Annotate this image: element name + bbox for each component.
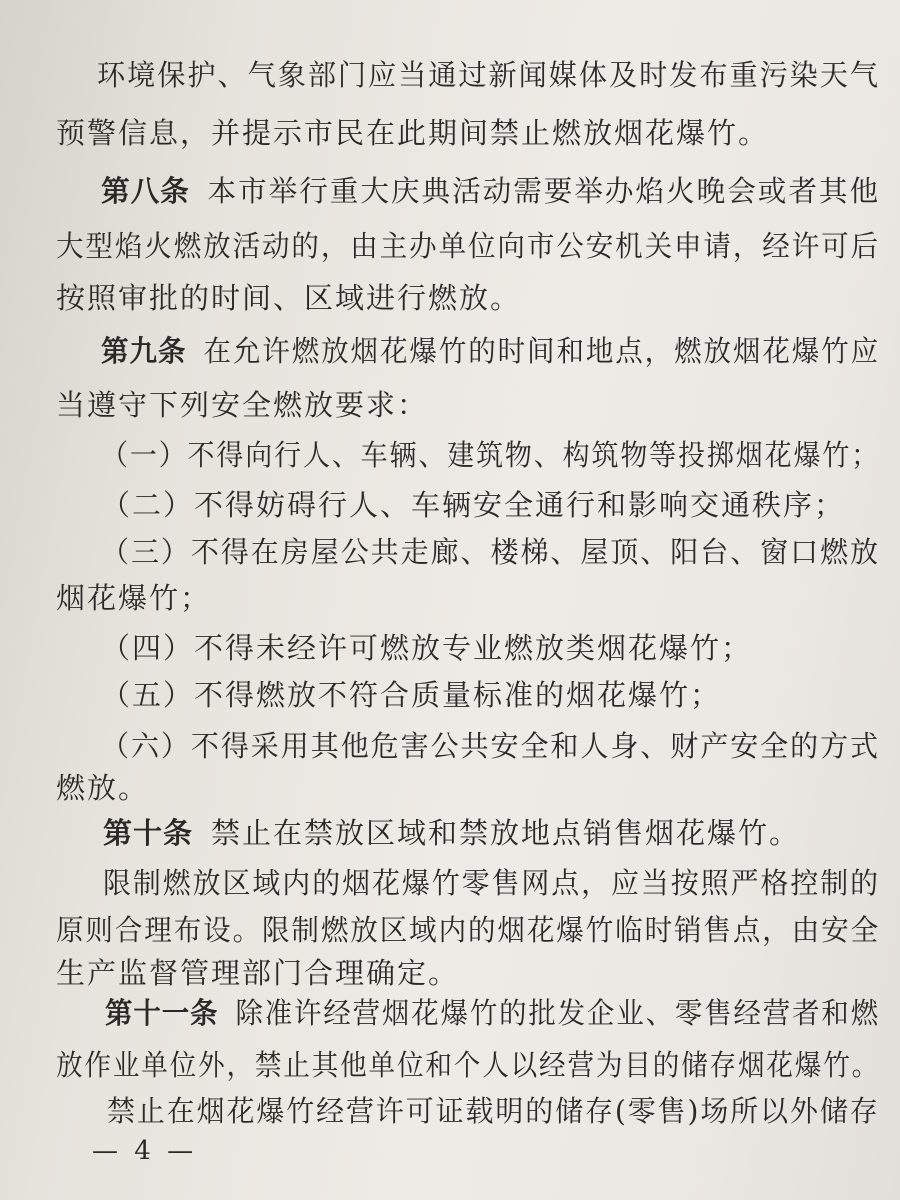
text-line — [56, 955, 459, 991]
article-heading-line — [101, 173, 880, 209]
list-item — [101, 437, 880, 473]
line-text: （二）不得妨碍行人、车辆安全通行和影响交通秩序； — [101, 488, 846, 522]
line-text: 原则合理布设。限制燃放区域内的烟花爆竹临时销售点，由安全 — [56, 913, 881, 947]
article-heading-line — [105, 995, 880, 1031]
line-text: 生产监督管理部门合理确定。 — [56, 956, 460, 990]
line-text: 禁止在烟花爆竹经营许可证载明的储存(零售)场所以外储存 — [107, 1094, 880, 1128]
line-text: 限制燃放区域内的烟花爆竹零售网点，应当按照严格控制的 — [103, 866, 880, 900]
line-text: 大型焰火燃放活动的，由主办单位向市公安机关申请，经许可后 — [56, 229, 881, 263]
text-line — [56, 387, 428, 423]
article-heading-line — [103, 815, 800, 851]
list-item — [101, 534, 880, 570]
text-line — [56, 228, 880, 264]
line-text: 燃放。 — [56, 771, 150, 805]
line-text: 当遵守下列安全燃放要求： — [56, 388, 429, 422]
line-text: 按照审批的时间、区域进行燃放。 — [56, 281, 522, 315]
list-item — [101, 487, 845, 523]
page-number: — 4 — — [92, 1136, 198, 1166]
list-item — [101, 728, 880, 764]
article-label: 第十一条 — [105, 996, 219, 1030]
text-line — [56, 280, 521, 316]
list-item — [101, 677, 721, 713]
article-heading-line — [101, 333, 880, 369]
text-line — [107, 1093, 880, 1129]
text-line — [56, 1047, 880, 1083]
line-text: 除准许经营烟花爆竹的批发企业、零售经营者和燃 — [235, 996, 881, 1030]
line-text: （四）不得未经许可燃放专业燃放类烟花爆竹； — [101, 631, 753, 665]
line-text: （五）不得燃放不符合质量标准的烟花爆竹； — [101, 678, 722, 712]
text-line — [97, 57, 880, 93]
text-line — [103, 865, 880, 901]
line-text: 在允许燃放烟花爆竹的时间和地点，燃放烟花爆竹应 — [203, 334, 880, 368]
line-text: 预警信息，并提示市民在此期间禁止燃放烟花爆竹。 — [56, 116, 770, 150]
line-text: （三）不得在房屋公共走廊、楼梯、屋顶、阳台、窗口燃放 — [101, 535, 881, 569]
article-label: 第九条 — [101, 334, 187, 368]
text-line — [56, 770, 149, 806]
line-text: （六）不得采用其他危害公共安全和人身、财产安全的方式 — [101, 729, 881, 763]
text-line — [56, 580, 211, 616]
line-text: 本市举行重大庆典活动需要举办焰火晚会或者其他 — [207, 174, 881, 208]
line-text: 放作业单位外，禁止其他单位和个人以经营为目的储存烟花爆竹。 — [56, 1048, 881, 1082]
line-text: 环境保护、气象部门应当通过新闻媒体及时发布重污染天气 — [97, 58, 881, 92]
line-text: 烟花爆竹； — [56, 581, 212, 615]
text-line — [56, 912, 880, 948]
text-line — [56, 115, 769, 151]
line-text: 禁止在禁放区域和禁放地点销售烟花爆竹。 — [211, 816, 801, 850]
article-label: 第十条 — [103, 816, 194, 850]
article-label: 第八条 — [101, 174, 190, 208]
line-text: （一）不得向行人、车辆、建筑物、构筑物等投掷烟花爆竹； — [101, 438, 881, 472]
list-item — [101, 630, 752, 666]
